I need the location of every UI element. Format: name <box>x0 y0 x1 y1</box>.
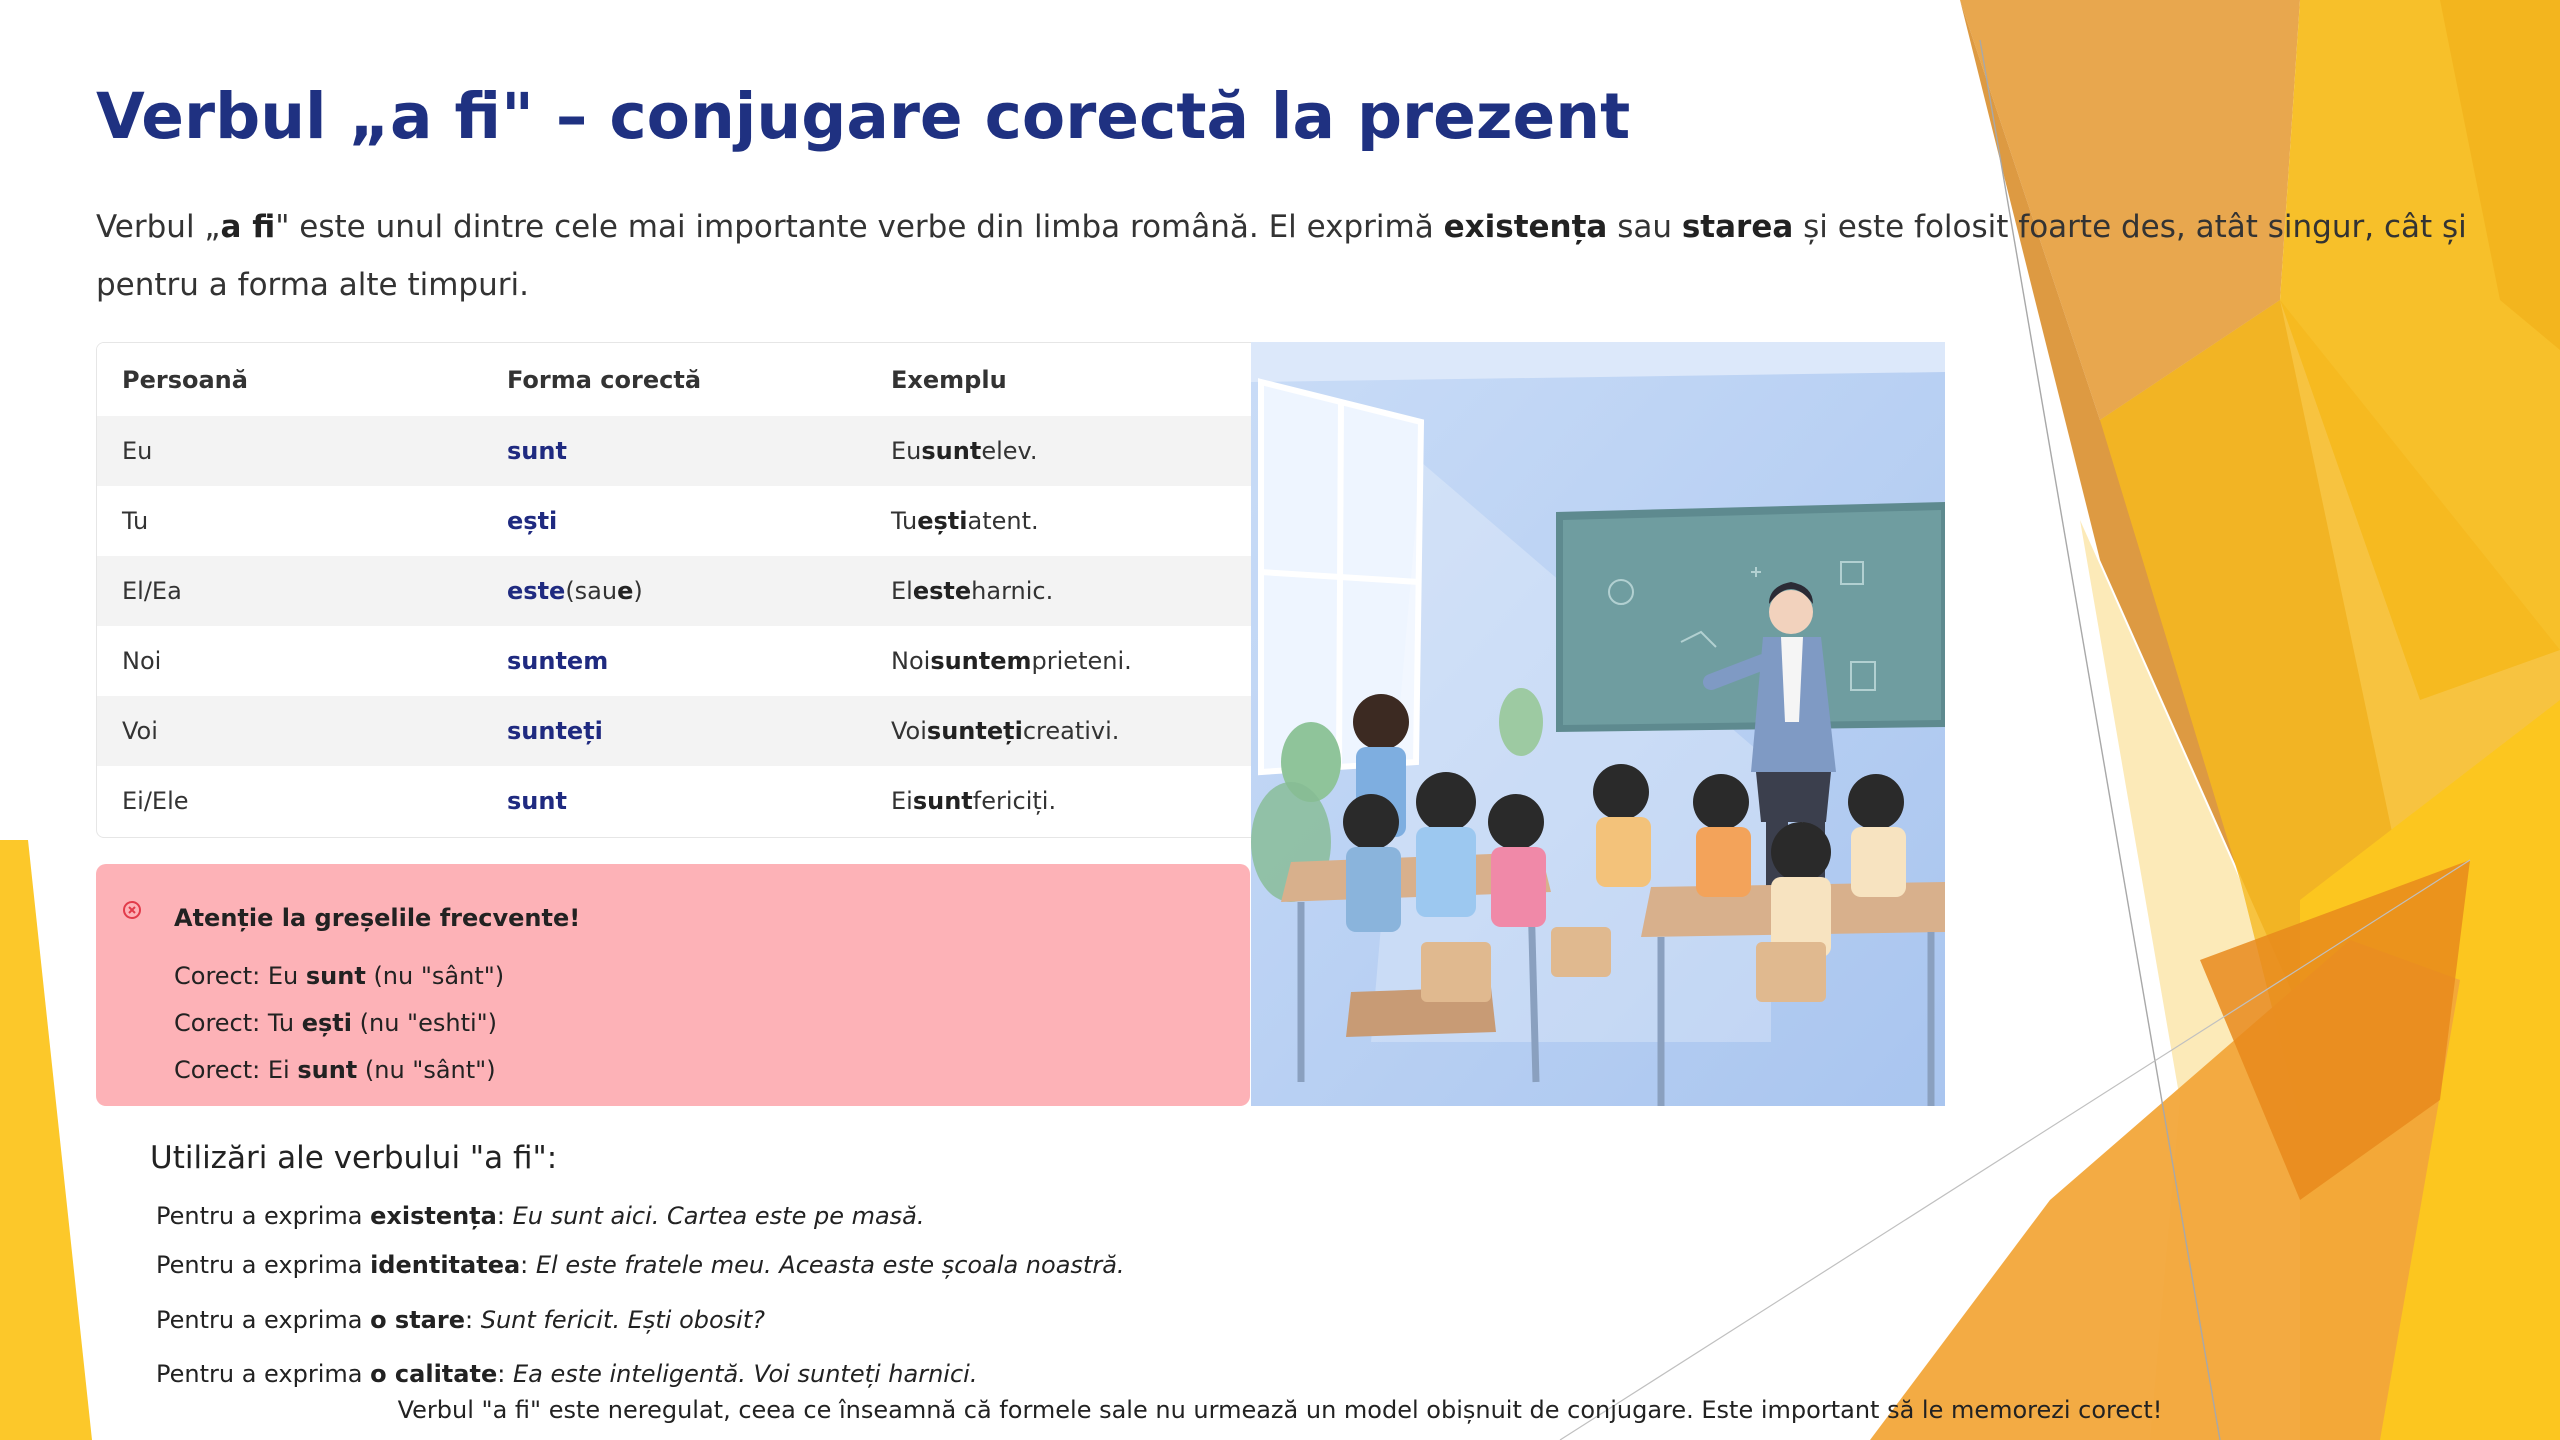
alert-title: Atenție la greșelile frecvente! <box>174 904 581 932</box>
alert-line: Corect: Tu ești (nu "eshti") <box>174 1009 498 1037</box>
cell-person: Eu <box>122 437 153 465</box>
table-row <box>97 416 1251 486</box>
header-example: Exemplu <box>891 365 1007 394</box>
table-body <box>97 416 1251 836</box>
footer-note: Verbul "a fi" este neregulat, ceea ce înseamnă că formele sale nu urmează un model obișnuit de conjugare. Este important să le memorezi corect! <box>397 1396 2163 1424</box>
cell-example: Voi sunteți creativi. <box>891 717 1120 745</box>
table-row <box>97 696 1251 766</box>
header-correct-form: Forma corectă <box>507 365 702 394</box>
cell-form: ești <box>507 507 558 535</box>
alert-line: Corect: Eu sunt (nu "sânt") <box>174 962 505 990</box>
table-row <box>97 626 1251 696</box>
cell-person: Ei/Ele <box>122 787 189 815</box>
uses-heading: Utilizări ale verbului "a fi": <box>150 1140 558 1176</box>
cell-person: El/Ea <box>122 577 182 605</box>
cell-form: sunt <box>507 437 567 465</box>
use-item-identity: Pentru a exprima identitatea: El este fratele meu. Aceasta este școala noastră. <box>156 1251 1125 1279</box>
header-person: Persoană <box>122 365 248 394</box>
use-item-quality: Pentru a exprima o calitate: Ea este inteligentă. Voi sunteți harnici. <box>156 1360 978 1388</box>
cell-example: Ei sunt fericiți. <box>891 787 1057 815</box>
cell-example: Eu sunt elev. <box>891 437 1038 465</box>
error-circle-icon <box>122 900 142 920</box>
common-mistakes-alert <box>96 864 1250 1106</box>
cell-form: este (sau e ) <box>507 577 643 605</box>
table-header-row <box>97 343 1251 416</box>
use-item-state: Pentru a exprima o stare: Sunt fericit. Ești obosit? <box>156 1306 765 1334</box>
cell-example: Noi suntem prieteni. <box>891 647 1132 675</box>
page-title: Verbul „a fi" – conjugare corectă la prezent <box>96 80 1631 153</box>
cell-form: suntem <box>507 647 609 675</box>
table-row <box>97 766 1251 836</box>
table-row <box>97 486 1251 556</box>
cell-person: Noi <box>122 647 162 675</box>
conjugation-table <box>96 342 1252 838</box>
cell-example: El este harnic. <box>891 577 1054 605</box>
table-row <box>97 556 1251 626</box>
cell-example: Tu ești atent. <box>891 507 1039 535</box>
cell-form: sunteți <box>507 717 603 745</box>
alert-line: Corect: Ei sunt (nu "sânt") <box>174 1056 496 1084</box>
use-item-existence: Pentru a exprima existența: Eu sunt aici. Cartea este pe masă. <box>156 1202 925 1230</box>
intro-paragraph: Verbul „a fi" este unul dintre cele mai importante verbe din limba română. El exprimă existența sau starea și este folosit foarte des, atât singur, cât și pentru a forma alte timpuri. <box>96 209 2467 303</box>
cell-form: sunt <box>507 787 567 815</box>
classroom-illustration <box>1251 342 1945 1106</box>
cell-person: Tu <box>122 507 149 535</box>
cell-person: Voi <box>122 717 158 745</box>
